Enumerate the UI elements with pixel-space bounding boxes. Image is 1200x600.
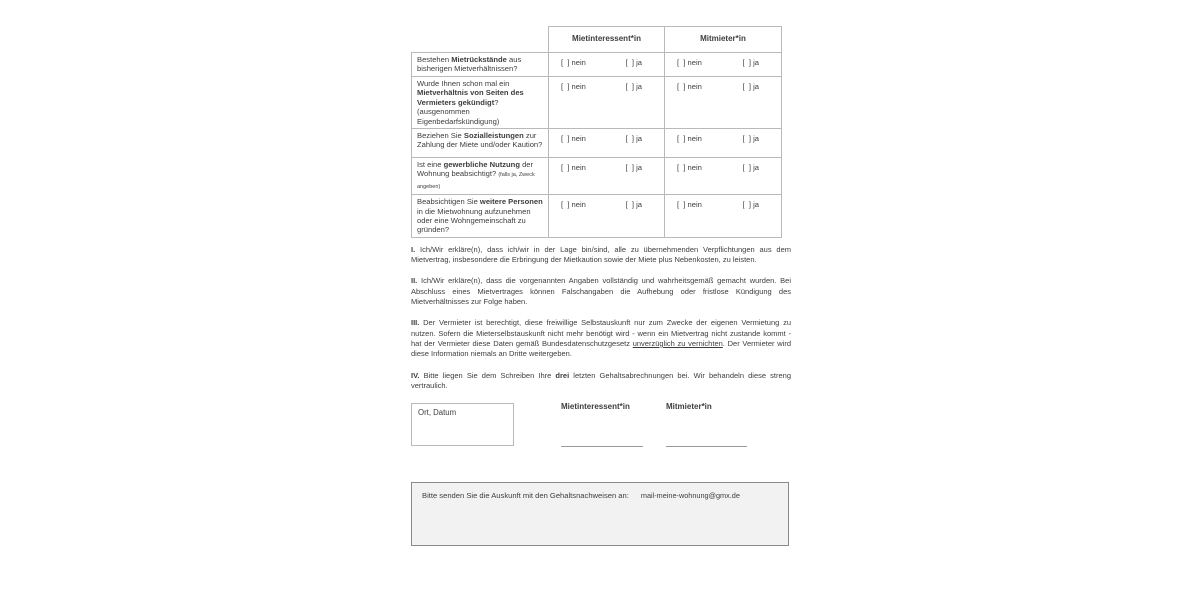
text-segment: der Wohnung beabsichtigt? xyxy=(417,160,534,179)
checkbox-nein[interactable]: [ ] nein xyxy=(561,134,586,144)
text-segment: in die Mietwohnung aufzunehmen oder eine Wohngemeinschaft zu gründen? xyxy=(417,206,531,235)
question-cell xyxy=(412,53,549,77)
checkbox-nein[interactable]: [ ] nein xyxy=(677,163,702,173)
clause-i xyxy=(411,245,791,266)
checkbox-ja[interactable]: [ ] ja xyxy=(625,200,642,210)
answer-cell-mitmieter xyxy=(665,77,782,129)
question-cell xyxy=(412,77,549,129)
checkbox-group xyxy=(549,134,664,143)
checkbox-ja[interactable]: [ ] ja xyxy=(625,134,642,144)
text-segment: Mietrückstände xyxy=(451,55,507,64)
text-segment: Ich/Wir erkläre(n), dass ich/wir in der Lage bin/sind, alle zu übernehmenden Verpflichtungen aus dem Mietvertrag, insbesondere die Erbringung der Mietkaution sowie der Miete plus Nebenkosten, zu leisten. xyxy=(411,244,791,265)
text-segment: weitere Personen xyxy=(479,197,543,207)
checkbox-nein[interactable]: [ ] nein xyxy=(677,58,702,67)
column-header-mitmieter: Mitmieter*in xyxy=(665,27,782,53)
text-segment: . Der Vermieter wird diese Information niemals an Dritte weitergeben. xyxy=(411,338,791,359)
text-segment: Beabsichtigen Sie xyxy=(417,197,480,207)
text-segment: Ist eine xyxy=(417,160,444,170)
checkbox-nein[interactable]: [ ] nein xyxy=(677,82,702,91)
checkbox-ja[interactable]: [ ] ja xyxy=(742,163,759,173)
table-row xyxy=(412,77,782,129)
checkbox-ja[interactable]: [ ] ja xyxy=(742,200,759,210)
question-cell xyxy=(412,158,549,195)
signature-area xyxy=(411,402,791,448)
answer-cell-mietinteressent xyxy=(549,195,665,238)
checkbox-group xyxy=(665,134,781,143)
answer-cell-mitmieter xyxy=(665,195,782,238)
checkbox-ja[interactable]: [ ] ja xyxy=(625,58,642,67)
table-row xyxy=(412,195,782,238)
text-segment: II. xyxy=(411,276,418,286)
answer-cell-mietinteressent xyxy=(549,129,665,158)
declaration-clauses xyxy=(411,245,791,391)
table-row xyxy=(412,158,782,195)
table-row xyxy=(412,129,782,158)
signature-label-mitmieter: Mitmieter*in xyxy=(666,402,712,412)
answer-cell-mitmieter xyxy=(665,53,782,77)
checkbox-nein[interactable]: [ ] nein xyxy=(677,134,702,144)
column-header-mietinteressent: Mietinteressent*in xyxy=(549,27,665,53)
checkbox-group xyxy=(549,82,664,91)
signature-line-mietinteressent[interactable] xyxy=(561,446,643,447)
question-cell xyxy=(412,129,549,158)
table-header-row xyxy=(412,27,782,53)
checkbox-group xyxy=(549,58,664,67)
checkbox-group xyxy=(665,58,781,67)
text-segment: Bitte liegen Sie dem Schreiben Ihre xyxy=(419,370,556,380)
checkbox-ja[interactable]: [ ] ja xyxy=(742,134,759,144)
send-instruction-box xyxy=(411,482,789,546)
text-segment: (falls ja, Zweck angeben) xyxy=(417,172,535,190)
answer-cell-mitmieter xyxy=(665,158,782,195)
text-segment: aus bisherigen Mietverhältnissen? xyxy=(417,55,522,74)
text-segment: unverzüglich zu vernichten xyxy=(632,338,723,348)
checkbox-group xyxy=(549,200,664,209)
table-row xyxy=(412,53,782,77)
text-segment: Sozialleistungen xyxy=(463,131,524,141)
signature-line-mitmieter[interactable] xyxy=(666,446,747,447)
checkbox-nein[interactable]: [ ] nein xyxy=(677,200,702,210)
checkbox-ja[interactable]: [ ] ja xyxy=(742,82,759,91)
ort-datum-label: Ort, Datum xyxy=(418,408,457,418)
text-segment: Bestehen xyxy=(417,55,452,64)
answer-cell-mietinteressent xyxy=(549,77,665,129)
text-segment: Der Vermieter ist berechtigt, diese freiwillige Selbstauskunft nur zum Zwecke der eigenen Vermietung zu nutzen. Sofern die Mieterselbstauskunft nicht mehr benötigt wird - wenn ein Mietvertrag nicht zustande kommt - hat der Vermieter diese Daten gemäß Bundesdatenschutzgesetz xyxy=(411,318,791,348)
table-header-empty-cell xyxy=(412,27,549,53)
text-segment: gewerbliche Nutzung xyxy=(443,160,520,170)
send-instruction-label: Bitte senden Sie die Auskunft mit den Gehaltsnachweisen an: xyxy=(422,491,629,501)
text-segment: III. xyxy=(411,318,420,328)
text-segment: Wurde Ihnen schon mal ein xyxy=(417,79,510,88)
checkbox-group xyxy=(665,82,781,91)
answer-cell-mitmieter xyxy=(665,129,782,158)
contact-email: mail-meine-wohnung@gmx.de xyxy=(640,491,740,501)
clause-iii xyxy=(411,318,791,359)
text-segment: Mietverhältnis von Seiten des Vermieters gekündigt xyxy=(417,88,524,107)
text-segment: zur Zahlung der Miete und/oder Kaution? xyxy=(417,131,543,150)
answer-cell-mietinteressent xyxy=(549,53,665,77)
checkbox-ja[interactable]: [ ] ja xyxy=(625,82,642,91)
question-cell xyxy=(412,195,549,238)
text-segment: ? (ausgenommen Eigenbedarfskündigung) xyxy=(417,97,500,126)
checkbox-ja[interactable]: [ ] ja xyxy=(742,58,759,67)
clause-ii xyxy=(411,276,791,307)
checkbox-group xyxy=(665,163,781,172)
ort-datum-field[interactable] xyxy=(411,403,514,446)
answer-cell-mietinteressent xyxy=(549,158,665,195)
form-content xyxy=(411,26,791,546)
checkbox-nein[interactable]: [ ] nein xyxy=(561,200,586,210)
checkbox-nein[interactable]: [ ] nein xyxy=(561,82,586,91)
text-segment: letzten Gehaltsabrechnungen bei. Wir behandeln diese streng vertraulich. xyxy=(411,370,791,390)
checkbox-ja[interactable]: [ ] ja xyxy=(625,163,642,173)
text-segment: Ich/Wir erkläre(n), dass die vorgenannten Angaben vollständig und wahrheitsgemäß gemacht wurden. Bei Abschluss eines Mietvertrages können Falschangaben die Aufhebung oder fristlose Kündigung des Mietverhältnisses zur Folge haben. xyxy=(411,276,791,307)
checkbox-nein[interactable]: [ ] nein xyxy=(561,58,586,67)
text-segment: Beziehen Sie xyxy=(417,131,464,141)
checkbox-group xyxy=(665,200,781,209)
signature-label-mietinteressent: Mietinteressent*in xyxy=(561,402,630,412)
selbstauskunft-table xyxy=(411,26,782,238)
text-segment: drei xyxy=(555,370,570,380)
checkbox-nein[interactable]: [ ] nein xyxy=(561,163,586,173)
checkbox-group xyxy=(549,163,664,172)
clause-iv xyxy=(411,371,791,392)
text-segment: I. xyxy=(411,244,416,254)
text-segment: IV. xyxy=(411,370,420,380)
